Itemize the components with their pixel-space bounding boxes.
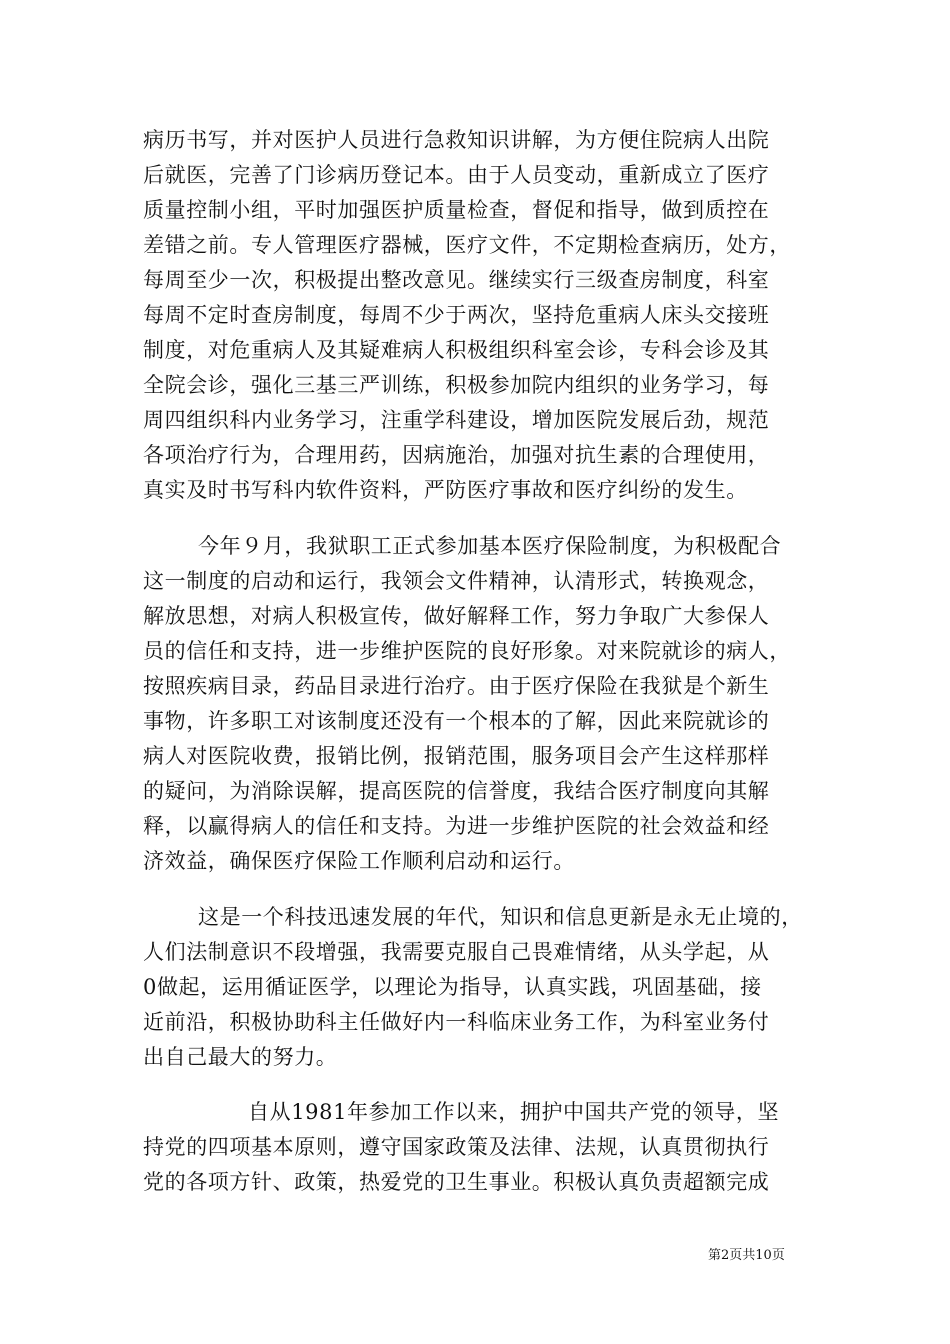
text-line: 这是一个科技迅速发展的年代，知识和信息更新是永无止境的， bbox=[198, 905, 803, 929]
text-line: 持党的四项基本原则，遵守国家政策及法律、法规，认真贯彻执行 bbox=[143, 1135, 770, 1159]
text-line: 各项治疗行为，合理用药，因病施治，加强对抗生素的合理使用， bbox=[143, 443, 770, 467]
text-line: 后就医，完善了门诊病历登记本。由于人员变动，重新成立了医疗 bbox=[143, 163, 770, 187]
text-line: 自从1981年参加工作以来，拥护中国共产党的领导，坚 bbox=[248, 1100, 780, 1124]
text-line: 事物，许多职工对该制度还没有一个根本的了解，因此来院就诊的 bbox=[143, 709, 770, 733]
text-line: 质量控制小组，平时加强医护质量检查，督促和指导，做到质控在 bbox=[143, 198, 770, 222]
text-line: 差错之前。专人管理医疗器械，医疗文件，不定期检查病历，处方， bbox=[143, 233, 791, 257]
text-line: 病人对医院收费，报销比例，报销范围，服务项目会产生这样那样 bbox=[143, 744, 770, 768]
text-line: 近前沿，积极协助科主任做好内一科临床业务工作，为科室业务付 bbox=[143, 1010, 770, 1034]
text-line: 人们法制意识不段增强，我需要克服自己畏难情绪，从头学起，从 bbox=[143, 940, 770, 964]
text-line: 病历书写，并对医护人员进行急救知识讲解，为方便住院病人出院 bbox=[143, 128, 770, 152]
text-line: 真实及时书写科内软件资料，严防医疗事故和医疗纠纷的发生。 bbox=[143, 478, 748, 502]
page-number: 第2页共10页 bbox=[708, 1248, 785, 1263]
text-line: 济效益，确保医疗保险工作顺利启动和运行。 bbox=[143, 849, 575, 873]
text-line: 这一制度的启动和运行，我领会文件精神，认清形式，转换观念， bbox=[143, 569, 770, 593]
text-line: 员的信任和支持，进一步维护医院的良好形象。对来院就诊的病人， bbox=[143, 639, 791, 663]
text-line: 今年９月，我狱职工正式参加基本医疗保险制度，为积极配合 bbox=[198, 534, 782, 558]
text-line: 党的各项方针、政策，热爱党的卫生事业。积极认真负责超额完成 bbox=[143, 1170, 770, 1194]
text-line: 按照疾病目录，药品目录进行治疗。由于医疗保险在我狱是个新生 bbox=[143, 674, 770, 698]
text-line: 0做起，运用循证医学，以理论为指导，认真实践，巩固基础，接 bbox=[143, 975, 762, 999]
text-line: 制度，对危重病人及其疑难病人积极组织科室会诊，专科会诊及其 bbox=[143, 338, 770, 362]
text-line: 释，以赢得病人的信任和支持。为进一步维护医院的社会效益和经 bbox=[143, 814, 770, 838]
text-line: 的疑问，为消除误解，提高医院的信誉度，我结合医疗制度向其解 bbox=[143, 779, 770, 803]
text-line: 每周至少一次，积极提出整改意见。继续实行三级查房制度，科室 bbox=[143, 268, 770, 292]
text-line: 解放思想，对病人积极宣传，做好解释工作，努力争取广大参保人 bbox=[143, 604, 770, 628]
text-line: 周四组织科内业务学习，注重学科建设，增加医院发展后劲，规范 bbox=[143, 408, 770, 432]
text-line: 每周不定时查房制度，每周不少于两次，坚持危重病人床头交接班 bbox=[143, 303, 770, 327]
text-line: 出自己最大的努力。 bbox=[143, 1045, 338, 1069]
text-line: 全院会诊，强化三基三严训练，积极参加院内组织的业务学习，每 bbox=[143, 373, 770, 397]
